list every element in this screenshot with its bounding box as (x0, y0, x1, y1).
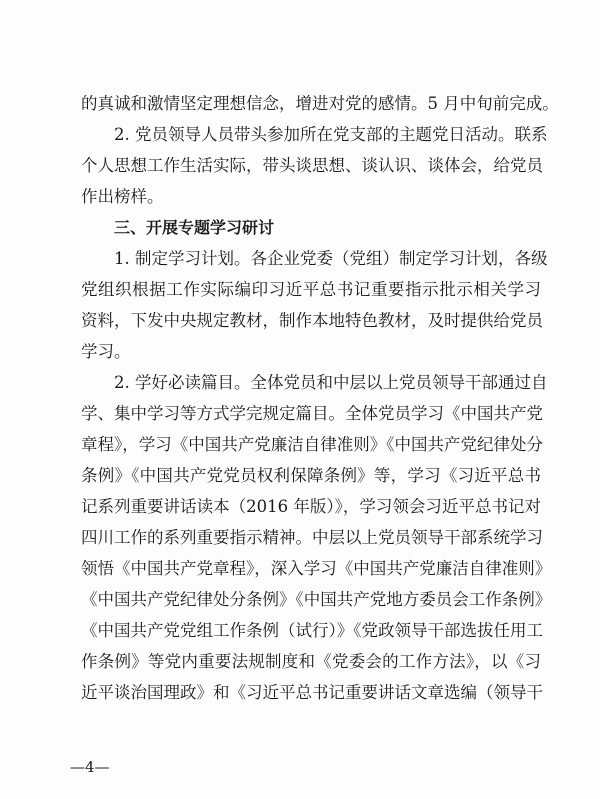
text-line: 2. 学好必读篇目。全体党员和中层以上党员领导干部通过自 (114, 373, 548, 392)
text-line: 《中国共产党纪律处分条例》《中国共产党地方委员会工作条例》 (81, 590, 552, 609)
text-line: 资料，下发中央规定教材，制作本地特色教材，及时提供给党员 (81, 311, 543, 330)
text-line: 《中国共产党党组工作条例（试行）》《党政领导干部选拔任用工 (81, 621, 543, 640)
document-body (81, 88, 559, 708)
text-line: 作条例》等党内重要法规制度和《党委会的工作方法》，以《习 (81, 652, 541, 671)
text-line: 的真诚和激情坚定理想信念，增进对党的感情。5 月中旬前完成。 (81, 94, 559, 113)
text-line: 学习。 (81, 342, 131, 361)
text-line: 党组织根据工作实际编印习近平总书记重要指示批示相关学习 (81, 280, 541, 299)
text-line: 章程》，学习《中国共产党廉洁自律准则》《中国共产党纪律处分 (81, 435, 543, 454)
text-line: 个人思想工作生活实际，带头谈思想、谈认识、谈体会，给党员 (81, 156, 543, 175)
paragraph (81, 243, 548, 367)
paragraph (81, 88, 559, 119)
page-number: —4— (70, 758, 110, 776)
text-line: 1. 制定学习计划。各企业党委（党组）制定学习计划，各级 (114, 249, 548, 268)
text-line: 2. 党员领导人员带头参加所在党支部的主题党日活动。联系 (114, 125, 548, 144)
text-line: 三、开展专题学习研讨 (114, 218, 275, 237)
text-line: 四川工作的系列重要指示精神。中层以上党员领导干部系统学习 (81, 528, 543, 547)
text-line: 作出榜样。 (81, 187, 164, 206)
text-line: 条例》《中国共产党党员权利保障条例》等，学习《习近平总书 (81, 466, 541, 485)
text-line: 近平谈治国理政》和《习近平总书记重要讲话文章选编（领导干 (81, 683, 543, 702)
text-line: 领悟《中国共产党章程》，深入学习《中国共产党廉洁自律准则》 (81, 559, 552, 578)
paragraph (81, 119, 548, 212)
section-heading (81, 212, 541, 243)
text-line: 学、集中学习等方式学完规定篇目。全体党员学习《中国共产党 (81, 404, 543, 423)
text-line: 记系列重要讲话读本（2016 年版）》，学习领会习近平总书记对 (81, 497, 541, 516)
paragraph (81, 367, 552, 708)
